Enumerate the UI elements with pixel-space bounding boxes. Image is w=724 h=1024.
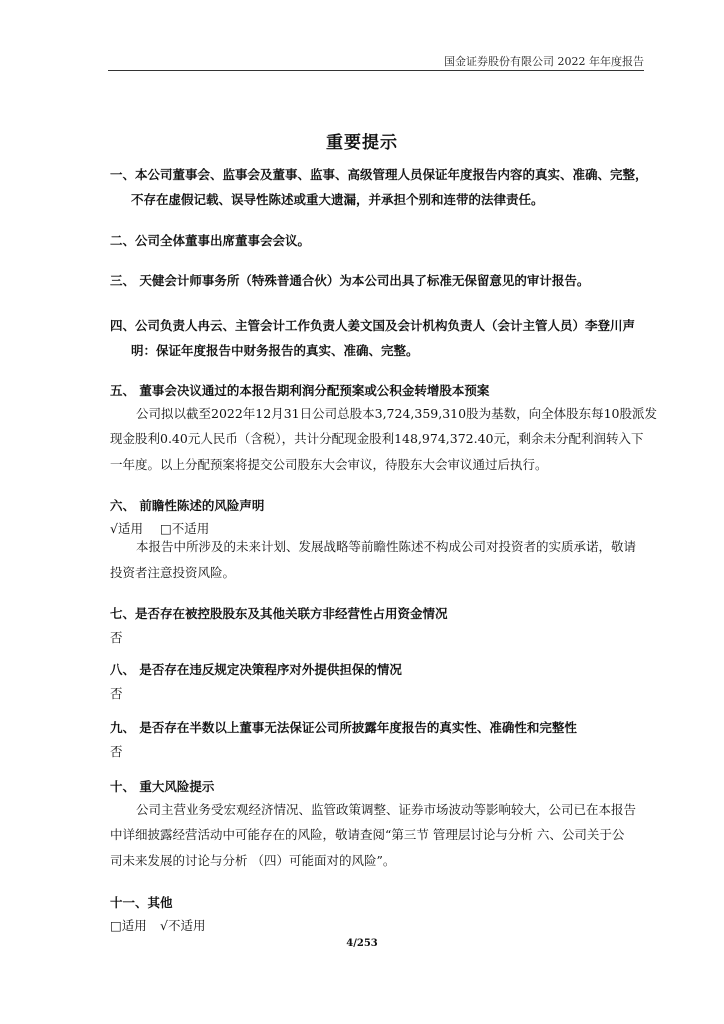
section-4-line-1: 四、公司负责人冉云、主管会计工作负责人姜文国及会计机构负责人（会计主管人员）李登川声 — [110, 318, 636, 333]
section-11-heading: 十一、其他 — [110, 895, 173, 910]
section-5-paragraph-line-1: 公司拟以截至2022年12月31日公司总股本3,724,359,310股为基数，向全体股东每10股派发 — [136, 406, 657, 421]
section-5-paragraph-line-3: 一年度。以上分配预案将提交公司股东大会审议，待股东大会审议通过后执行。 — [110, 457, 548, 472]
section-7-answer: 否 — [110, 630, 123, 645]
section-1-line-2: 不存在虚假记载、误导性陈述或重大遗漏，并承担个别和连带的法律责任。 — [131, 192, 544, 207]
section-7-heading: 七、是否存在被控股股东及其他关联方非经营性占用资金情况 — [110, 606, 448, 621]
page-title: 重要提示 — [326, 133, 398, 153]
section-5-heading: 五、 董事会决议通过的本报告期利润分配预案或公积金转增股本预案 — [110, 383, 490, 398]
section-6-paragraph-line-1: 本报告中所涉及的未来计划、发展战略等前瞻性陈述不构成公司对投资者的实质承诺，敬请 — [136, 539, 637, 554]
section-5-paragraph-line-2: 现金股利0.40元人民币（含税），共计分配现金股利148,974,372.40元，剩余未分配利润转入下 — [110, 431, 644, 446]
section-10-paragraph-line-2: 中详细披露经营活动中可能存在的风险，敬请查阅“第三节 管理层讨论与分析 六、公司关于公 — [110, 827, 625, 842]
section-10-paragraph-line-3: 司未来发展的讨论与分析 （四）可能面对的风险”。 — [110, 853, 396, 868]
section-8-answer: 否 — [110, 686, 123, 701]
section-8-heading: 八、 是否存在违反规定决策程序对外提供担保的情况 — [110, 662, 402, 677]
page-number: 4/253 — [346, 938, 378, 949]
section-10-heading: 十、 重大风险提示 — [110, 779, 215, 794]
section-6-option-applicable: √适用 — [110, 521, 143, 536]
section-2-heading: 二、公司全体董事出席董事会会议。 — [110, 233, 311, 248]
section-3-heading: 三、 天健会计师事务所（特殊普通合伙）为本公司出具了标准无保留意见的审计报告。 — [110, 273, 590, 288]
section-6-paragraph-line-2: 投资者注意投资风险。 — [110, 565, 236, 580]
section-11-option-not-applicable: √不适用 — [160, 918, 206, 933]
report-header: 国金证券股份有限公司 2022 年年度报告 — [444, 55, 644, 68]
section-1-line-1: 一、本公司董事会、监事会及董事、监事、高级管理人员保证年度报告内容的真实、准确、完整， — [110, 167, 648, 182]
header-divider — [108, 70, 644, 71]
section-6-heading: 六、 前瞻性陈述的风险声明 — [110, 498, 265, 513]
section-10-paragraph-line-1: 公司主营业务受宏观经济情况、监管政策调整、证券市场波动等影响较大，公司已在本报告 — [136, 802, 637, 817]
section-9-answer: 否 — [110, 744, 123, 759]
section-11-option-applicable: □适用 — [110, 918, 147, 933]
section-6-option-not-applicable: □不适用 — [160, 521, 210, 536]
section-4-line-2: 明：保证年度报告中财务报告的真实、准确、完整。 — [131, 343, 419, 358]
section-9-heading: 九、 是否存在半数以上董事无法保证公司所披露年度报告的真实性、准确性和完整性 — [110, 720, 577, 735]
